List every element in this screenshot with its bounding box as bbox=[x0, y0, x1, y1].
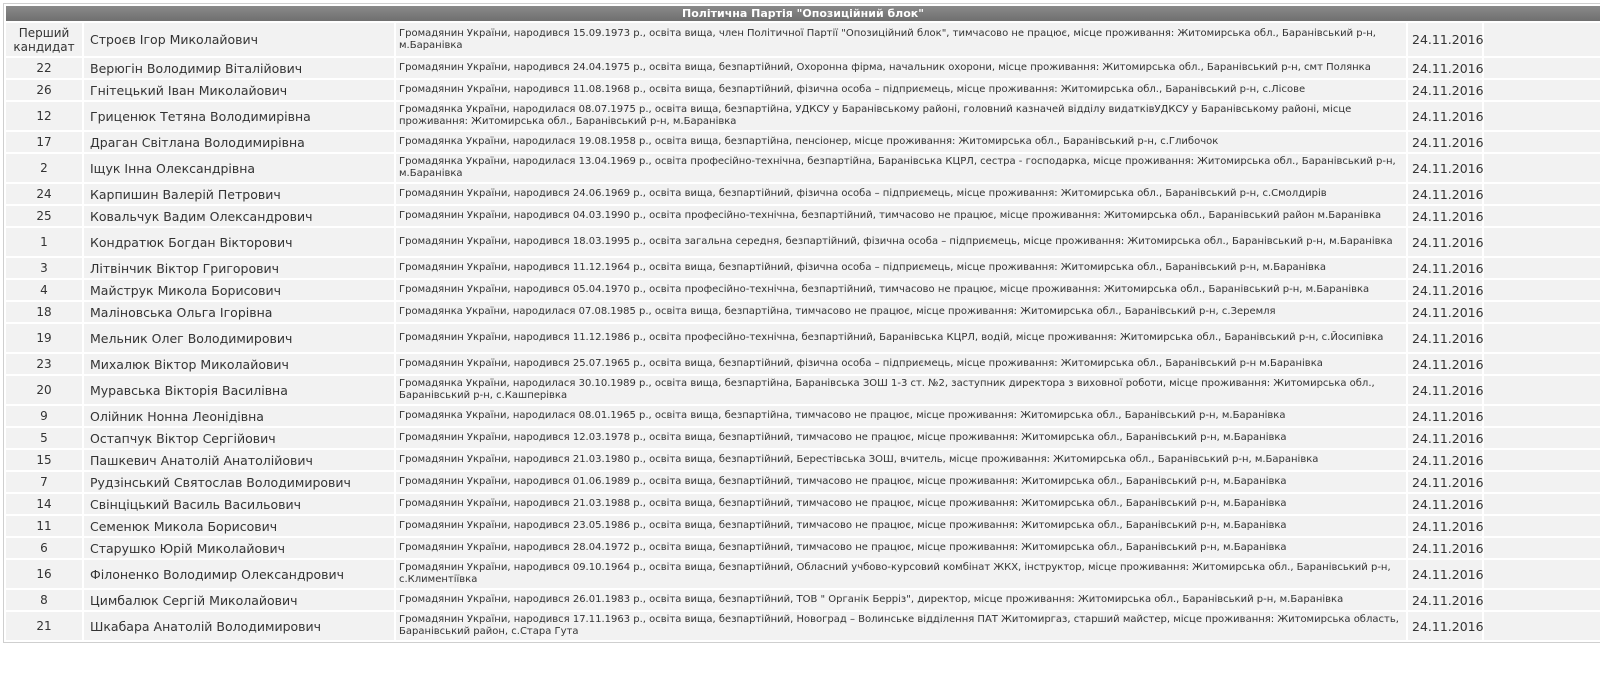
candidate-name: Остапчук Віктор Сергійович bbox=[84, 428, 394, 448]
table-row bbox=[6, 590, 1600, 610]
registration-date: 24.11.2016 bbox=[1408, 612, 1482, 640]
registration-date: 24.11.2016 bbox=[1408, 494, 1482, 514]
registration-date: 24.11.2016 bbox=[1408, 406, 1482, 426]
empty-cell bbox=[1484, 324, 1600, 352]
table-row bbox=[6, 206, 1600, 226]
registration-date: 24.11.2016 bbox=[1408, 184, 1482, 204]
candidate-number: 23 bbox=[6, 354, 82, 374]
empty-cell bbox=[1484, 538, 1600, 558]
candidate-name: Старушко Юрій Миколайович bbox=[84, 538, 394, 558]
registration-date: 24.11.2016 bbox=[1408, 228, 1482, 256]
candidate-name: Кондратюк Богдан Вікторович bbox=[84, 228, 394, 256]
candidate-number: 9 bbox=[6, 406, 82, 426]
empty-cell bbox=[1484, 428, 1600, 448]
empty-cell bbox=[1484, 376, 1600, 404]
candidate-number: 12 bbox=[6, 102, 82, 130]
candidate-info: Громадянин України, народився 25.07.1965 р., освіта вища, безпартійний, фізична особа – підприємець, місце проживання: Житомирська обл., Баранівський р-н м.Баранівка bbox=[396, 354, 1406, 374]
candidate-name: Мельник Олег Володимирович bbox=[84, 324, 394, 352]
candidate-name: Майструк Микола Борисович bbox=[84, 280, 394, 300]
table-row bbox=[6, 80, 1600, 100]
candidate-info: Громадянин України, народився 24.04.1975 р., освіта вища, безпартійний, Охоронна фірма, начальник охорони, місце проживання: Житомирська обл., Баранівський р-н, смт Полянка bbox=[396, 58, 1406, 78]
candidates-table bbox=[3, 3, 1600, 643]
registration-date: 24.11.2016 bbox=[1408, 302, 1482, 322]
candidate-name: Ковальчук Вадим Олександрович bbox=[84, 206, 394, 226]
table-row bbox=[6, 450, 1600, 470]
candidate-info: Громадянин України, народився 21.03.1980 р., освіта вища, безпартійний, Берестівська ЗОШ, вчитель, місце проживання: Житомирська обл., Баранівський р-н, м.Баранівка bbox=[396, 450, 1406, 470]
candidate-number: 16 bbox=[6, 560, 82, 588]
candidate-info: Громадянка України, народилася 07.08.1985 р., освіта вища, безпартійна, тимчасово не працює, місце проживання: Житомирська обл., Баранівський р-н, с.Зеремля bbox=[396, 302, 1406, 322]
candidates-table-wrapper bbox=[3, 3, 1597, 643]
registration-date: 24.11.2016 bbox=[1408, 428, 1482, 448]
candidate-info: Громадянин України, народився 26.01.1983 р., освіта вища, безпартійний, ТОВ " Органік Берріз", директор, місце проживання: Житомирська обл., Баранівський р-н, м.Баранівка bbox=[396, 590, 1406, 610]
candidate-name: Драган Світлана Володимирівна bbox=[84, 132, 394, 152]
candidate-info: Громадянин України, народився 01.06.1989 р., освіта вища, безпартійний, тимчасово не працює, місце проживання: Житомирська обл., Баранівський р-н, м.Баранівка bbox=[396, 472, 1406, 492]
empty-cell bbox=[1484, 612, 1600, 640]
candidate-name: Олійник Нонна Леонідівна bbox=[84, 406, 394, 426]
candidate-name: Михалюк Віктор Миколайович bbox=[84, 354, 394, 374]
candidate-number: 11 bbox=[6, 516, 82, 536]
candidate-number: 6 bbox=[6, 538, 82, 558]
registration-date: 24.11.2016 bbox=[1408, 590, 1482, 610]
table-row bbox=[6, 154, 1600, 182]
candidate-number: 5 bbox=[6, 428, 82, 448]
candidate-info: Громадянин України, народився 23.05.1986 р., освіта вища, безпартійний, тимчасово не працює, місце проживання: Житомирська обл., Баранівський р-н, м.Баранівка bbox=[396, 516, 1406, 536]
candidate-info: Громадянин України, народився 21.03.1988 р., освіта вища, безпартійний, тимчасово не працює, місце проживання: Житомирська обл., Баранівський р-н, м.Баранівка bbox=[396, 494, 1406, 514]
candidate-name: Іщук Інна Олександрівна bbox=[84, 154, 394, 182]
table-row bbox=[6, 376, 1600, 404]
candidate-info: Громадянин України, народився 09.10.1964 р., освіта вища, безпартійний, Обласний учбово-курсовий комбінат ЖКХ, інструктор, місце проживання: Житомирська обл., Баранівський р-н, с.Климентіївка bbox=[396, 560, 1406, 588]
candidate-number: 14 bbox=[6, 494, 82, 514]
table-row bbox=[6, 324, 1600, 352]
empty-cell bbox=[1484, 302, 1600, 322]
candidate-name: Рудзінський Святослав Володимирович bbox=[84, 472, 394, 492]
candidate-name: Цимбалюк Сергій Миколайович bbox=[84, 590, 394, 610]
registration-date: 24.11.2016 bbox=[1408, 354, 1482, 374]
candidate-number: 21 bbox=[6, 612, 82, 640]
registration-date: 24.11.2016 bbox=[1408, 80, 1482, 100]
party-header: Політична Партія "Опозиційний блок" bbox=[6, 6, 1600, 21]
candidate-info: Громадянка України, народилася 30.10.1989 р., освіта вища, безпартійна, Баранівська ЗОШ 1-3 ст. №2, заступник директора з виховної роботи, місце проживання: Житомирська обл., Баранівський р-н, с.Кашперівка bbox=[396, 376, 1406, 404]
registration-date: 24.11.2016 bbox=[1408, 258, 1482, 278]
candidate-info: Громадянин України, народився 18.03.1995 р., освіта загальна середня, безпартійний, фізична особа – підприємець, місце проживання: Житомирська обл., Баранівський р-н, м.Баранівка bbox=[396, 228, 1406, 256]
empty-cell bbox=[1484, 516, 1600, 536]
table-row bbox=[6, 428, 1600, 448]
empty-cell bbox=[1484, 23, 1600, 56]
candidate-name: Маліновська Ольга Ігорівна bbox=[84, 302, 394, 322]
candidate-name: Строєв Ігор Миколайович bbox=[84, 23, 394, 56]
empty-cell bbox=[1484, 354, 1600, 374]
table-row bbox=[6, 516, 1600, 536]
empty-cell bbox=[1484, 590, 1600, 610]
candidate-info: Громадянин України, народився 05.04.1970 р., освіта професійно-технічна, безпартійний, тимчасово не працює, місце проживання: Житомирська обл., Баранівський р-н, м.Баранівка bbox=[396, 280, 1406, 300]
registration-date: 24.11.2016 bbox=[1408, 450, 1482, 470]
table-row bbox=[6, 406, 1600, 426]
empty-cell bbox=[1484, 280, 1600, 300]
table-row bbox=[6, 354, 1600, 374]
table-row bbox=[6, 280, 1600, 300]
empty-cell bbox=[1484, 450, 1600, 470]
registration-date: 24.11.2016 bbox=[1408, 538, 1482, 558]
candidate-number: 8 bbox=[6, 590, 82, 610]
candidate-number: 15 bbox=[6, 450, 82, 470]
candidate-info: Громадянин України, народився 17.11.1963 р., освіта вища, безпартійний, Новоград – Волинське відділення ПАТ Житомиргаз, старший майстер, місце проживання: Житомирська область, Баранівський район, с.Стара Гута bbox=[396, 612, 1406, 640]
empty-cell bbox=[1484, 228, 1600, 256]
candidate-number: 2 bbox=[6, 154, 82, 182]
empty-cell bbox=[1484, 206, 1600, 226]
empty-cell bbox=[1484, 472, 1600, 492]
candidate-number: 19 bbox=[6, 324, 82, 352]
candidate-info: Громадянин України, народився 15.09.1973 р., освіта вища, член Політичної Партії "Опозиційний блок", тимчасово не працює, місце проживання: Житомирська обл., Баранівський р-н, м.Баранівка bbox=[396, 23, 1406, 56]
registration-date: 24.11.2016 bbox=[1408, 58, 1482, 78]
empty-cell bbox=[1484, 494, 1600, 514]
registration-date: 24.11.2016 bbox=[1408, 516, 1482, 536]
candidate-info: Громадянин України, народився 11.12.1986 р., освіта професійно-технічна, безпартійний, Баранівська КЦРЛ, водій, місце проживання: Житомирська обл., Баранівський р-н, с.Йосипівка bbox=[396, 324, 1406, 352]
candidate-name: Верюгін Володимир Віталійович bbox=[84, 58, 394, 78]
candidate-info: Громадянка України, народилася 08.07.1975 р., освіта вища, безпартійна, УДКСУ у Баранівському районі, головний казначей відділу видатківУДКСУ у Баранівському районі, місце проживання: Житомирська обл., Баранівський р-н, м.Баранівка bbox=[396, 102, 1406, 130]
candidate-info: Громадянин України, народився 24.06.1969 р., освіта вища, безпартійний, фізична особа – підприємець, місце проживання: Житомирська обл., Баранівський р-н, с.Смолдирів bbox=[396, 184, 1406, 204]
table-row bbox=[6, 228, 1600, 256]
candidate-info: Громадянин України, народився 04.03.1990 р., освіта професійно-технічна, безпартійний, тимчасово не працює, місце проживання: Житомирська обл., Баранівський район м.Баранівка bbox=[396, 206, 1406, 226]
candidate-name: Гриценюк Тетяна Володимирівна bbox=[84, 102, 394, 130]
candidate-name: Гнітецький Іван Миколайович bbox=[84, 80, 394, 100]
table-row bbox=[6, 258, 1600, 278]
empty-cell bbox=[1484, 184, 1600, 204]
candidate-name: Свінціцький Василь Васильович bbox=[84, 494, 394, 514]
empty-cell bbox=[1484, 102, 1600, 130]
empty-cell bbox=[1484, 132, 1600, 152]
candidate-number: 22 bbox=[6, 58, 82, 78]
registration-date: 24.11.2016 bbox=[1408, 132, 1482, 152]
empty-cell bbox=[1484, 154, 1600, 182]
candidate-name: Карпишин Валерій Петрович bbox=[84, 184, 394, 204]
candidate-number: 20 bbox=[6, 376, 82, 404]
registration-date: 24.11.2016 bbox=[1408, 206, 1482, 226]
candidate-number: 7 bbox=[6, 472, 82, 492]
registration-date: 24.11.2016 bbox=[1408, 280, 1482, 300]
candidate-info: Громадянка України, народилася 13.04.1969 р., освіта професійно-технічна, безпартійна, Баранівська КЦРЛ, сестра - господарка, місце проживання: Житомирська обл., Баранівський р-н, м.Баранівка bbox=[396, 154, 1406, 182]
candidate-info: Громадянин України, народився 12.03.1978 р., освіта вища, безпартійний, тимчасово не працює, місце проживання: Житомирська обл., Баранівський р-н, м.Баранівка bbox=[396, 428, 1406, 448]
candidate-name: Семенюк Микола Борисович bbox=[84, 516, 394, 536]
registration-date: 24.11.2016 bbox=[1408, 376, 1482, 404]
registration-date: 24.11.2016 bbox=[1408, 472, 1482, 492]
empty-cell bbox=[1484, 58, 1600, 78]
candidate-number: Перший кандидат bbox=[6, 23, 82, 56]
registration-date: 24.11.2016 bbox=[1408, 560, 1482, 588]
candidate-name: Філоненко Володимир Олександрович bbox=[84, 560, 394, 588]
table-row bbox=[6, 132, 1600, 152]
registration-date: 24.11.2016 bbox=[1408, 23, 1482, 56]
candidates-body bbox=[6, 23, 1600, 640]
candidate-name: Муравська Вікторія Василівна bbox=[84, 376, 394, 404]
candidate-name: Пашкевич Анатолій Анатолійович bbox=[84, 450, 394, 470]
table-row bbox=[6, 58, 1600, 78]
candidate-number: 24 bbox=[6, 184, 82, 204]
candidate-number: 3 bbox=[6, 258, 82, 278]
candidate-info: Громадянин України, народився 28.04.1972 р., освіта вища, безпартійний, тимчасово не працює, місце проживання: Житомирська обл., Баранівський р-н, м.Баранівка bbox=[396, 538, 1406, 558]
empty-cell bbox=[1484, 80, 1600, 100]
candidate-info: Громадянка України, народилася 08.01.1965 р., освіта вища, безпартійна, тимчасово не працює, місце проживання: Житомирська обл., Баранівський р-н, м.Баранівка bbox=[396, 406, 1406, 426]
candidate-number: 26 bbox=[6, 80, 82, 100]
table-row bbox=[6, 472, 1600, 492]
candidate-info: Громадянин України, народився 11.08.1968 р., освіта вища, безпартійний, фізична особа – підприємець, місце проживання: Житомирська обл., Баранівський р-н, с.Лісове bbox=[396, 80, 1406, 100]
table-row bbox=[6, 612, 1600, 640]
candidate-number: 4 bbox=[6, 280, 82, 300]
table-row bbox=[6, 494, 1600, 514]
table-row bbox=[6, 184, 1600, 204]
empty-cell bbox=[1484, 258, 1600, 278]
empty-cell bbox=[1484, 406, 1600, 426]
registration-date: 24.11.2016 bbox=[1408, 102, 1482, 130]
table-row bbox=[6, 23, 1600, 56]
candidate-info: Громадянин України, народився 11.12.1964 р., освіта вища, безпартійний, фізична особа – підприємець, місце проживання: Житомирська обл., Баранівський р-н, м.Баранівка bbox=[396, 258, 1406, 278]
table-row bbox=[6, 302, 1600, 322]
candidate-number: 17 bbox=[6, 132, 82, 152]
candidate-info: Громадянка України, народилася 19.08.1958 р., освіта вища, безпартійна, пенсіонер, місце проживання: Житомирська обл., Баранівський р-н, с.Глибочок bbox=[396, 132, 1406, 152]
candidate-number: 1 bbox=[6, 228, 82, 256]
registration-date: 24.11.2016 bbox=[1408, 324, 1482, 352]
candidate-number: 18 bbox=[6, 302, 82, 322]
empty-cell bbox=[1484, 560, 1600, 588]
candidate-name: Літвінчик Віктор Григорович bbox=[84, 258, 394, 278]
table-row bbox=[6, 538, 1600, 558]
registration-date: 24.11.2016 bbox=[1408, 154, 1482, 182]
candidate-name: Шкабара Анатолій Володимирович bbox=[84, 612, 394, 640]
table-row bbox=[6, 102, 1600, 130]
table-row bbox=[6, 560, 1600, 588]
candidate-number: 25 bbox=[6, 206, 82, 226]
